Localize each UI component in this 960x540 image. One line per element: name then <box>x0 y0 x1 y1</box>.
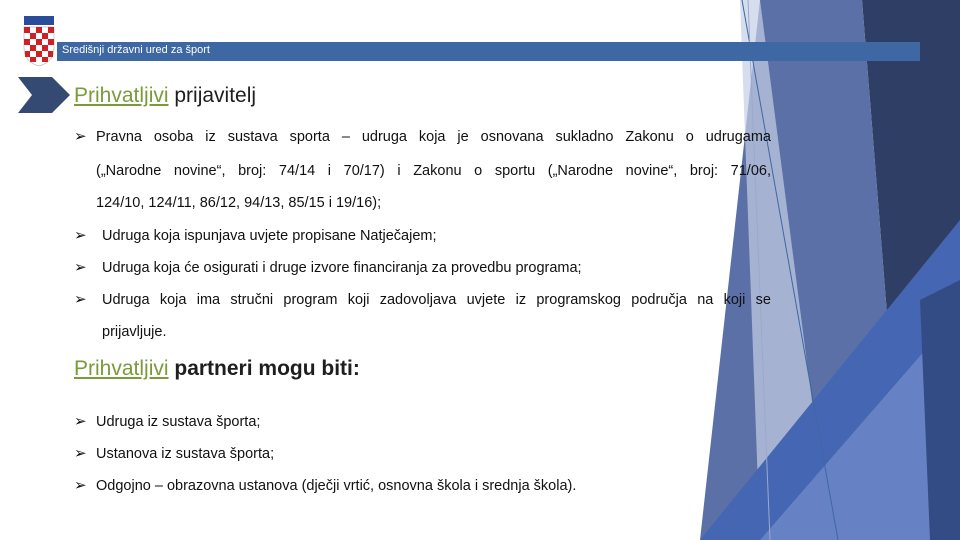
section2-heading-highlight: Prihvatljivi <box>74 357 169 380</box>
list-item-line: prijavljuje. <box>102 324 167 340</box>
header-title: Središnji državni ured za šport <box>62 44 210 56</box>
section2-heading-rest: partneri mogu biti: <box>174 357 360 380</box>
list-item-line: Udruga koja ima stručni program koji zadovoljava uvjete iz programskog područja na koji se <box>102 292 771 308</box>
arrowhead-bullet-icon: ➢ <box>74 291 87 308</box>
list-item-line: Udruga koja će osigurati i druge izvore financiranja za provedbu programa; <box>102 260 582 276</box>
arrowhead-bullet-icon: ➢ <box>74 477 87 494</box>
arrowhead-bullet-icon: ➢ <box>74 128 87 145</box>
arrowhead-bullet-icon: ➢ <box>74 413 87 430</box>
section1-heading-rest: prijavitelj <box>174 84 257 107</box>
section1-heading <box>74 84 256 108</box>
section2-heading <box>74 357 360 381</box>
croatian-coat-of-arms-icon <box>22 14 56 68</box>
chevron-arrow-icon <box>18 77 70 113</box>
list-item-line: Udruga koja ispunjava uvjete propisane Natječajem; <box>102 228 437 244</box>
arrowhead-bullet-icon: ➢ <box>74 445 87 462</box>
arrowhead-bullet-icon: ➢ <box>74 227 87 244</box>
list-item-line: Ustanova iz sustava športa; <box>96 446 275 462</box>
arrowhead-bullet-icon: ➢ <box>74 259 87 276</box>
section1-heading-highlight: Prihvatljivi <box>74 84 169 107</box>
header-bar <box>57 42 920 61</box>
list-item-line: Odgojno – obrazovna ustanova (dječji vrtić, osnovna škola i srednja škola). <box>96 478 577 494</box>
list-item-line: Pravna osoba iz sustava sporta – udruga koja je osnovana sukladno Zakonu o udrugama <box>96 129 771 145</box>
list-item-line: 124/10, 124/11, 86/12, 94/13, 85/15 i 19/16); <box>96 195 382 211</box>
list-item-line: Udruga iz sustava športa; <box>96 414 261 430</box>
list-item-line: („Narodne novine“, broj: 74/14 i 70/17) i Zakonu o sportu („Narodne novine“, broj: 71/06, <box>96 163 771 179</box>
